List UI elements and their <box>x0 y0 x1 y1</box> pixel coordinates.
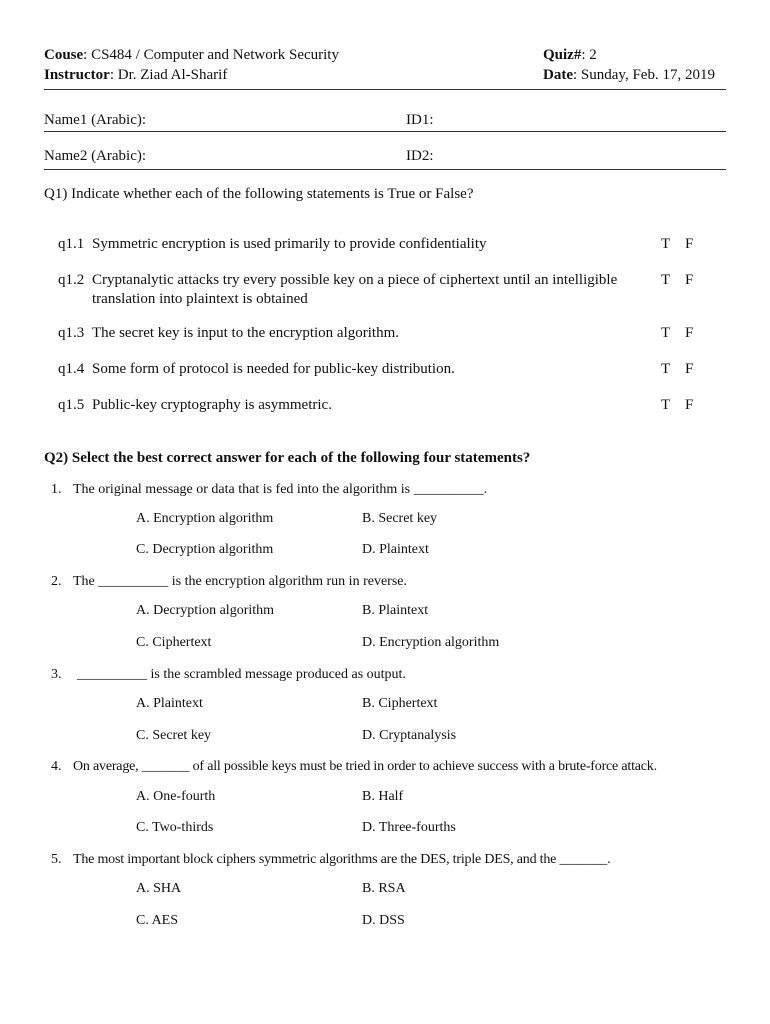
instructor-label: Instructor <box>44 67 110 83</box>
name2-line <box>44 169 726 170</box>
q1-item-text: Some form of protocol is needed for public-key distribution. <box>92 361 455 377</box>
name1-label: Name1 (Arabic): <box>44 112 147 128</box>
q2-question-text: The most important block ciphers symmetric algorithms are the DES, triple DES, and the _______. <box>73 852 611 867</box>
course-line <box>44 47 339 64</box>
true-option[interactable]: T <box>661 397 671 413</box>
q1-item-number: q1.4 <box>58 361 85 377</box>
instructor-line <box>44 67 227 84</box>
option-b[interactable]: B. Half <box>362 789 404 804</box>
option-d[interactable]: D. Plaintext <box>362 542 429 557</box>
option-c[interactable]: C. Two-thirds <box>136 820 214 835</box>
q2-question-text: The original message or data that is fed into the algorithm is __________. <box>73 482 488 497</box>
option-d[interactable]: D. Cryptanalysis <box>362 728 457 743</box>
id1-label: ID1: <box>406 112 434 128</box>
id2-label: ID2: <box>406 148 434 164</box>
option-d[interactable]: D. DSS <box>362 913 405 928</box>
header-divider <box>44 89 726 90</box>
q1-item-text: Symmetric encryption is used primarily to provide confidentiality <box>92 236 487 252</box>
q2-question-number: 2. <box>51 574 62 589</box>
q2-question-number: 1. <box>51 482 62 497</box>
name2-label: Name2 (Arabic): <box>44 148 147 164</box>
name1-line <box>44 131 726 132</box>
false-option[interactable]: F <box>685 272 694 288</box>
option-b[interactable]: B. Secret key <box>362 511 438 526</box>
option-b[interactable]: B. RSA <box>362 881 406 896</box>
q1-item-number: q1.2 <box>58 272 85 288</box>
true-option[interactable]: T <box>661 361 671 377</box>
q1-item-number: q1.5 <box>58 397 85 413</box>
false-option[interactable]: F <box>685 397 694 413</box>
quiz-line <box>543 47 597 64</box>
q2-question-number: 3. <box>51 667 62 682</box>
option-c[interactable]: C. Secret key <box>136 728 212 743</box>
course-label: Couse <box>44 47 84 63</box>
option-c[interactable]: C. Ciphertext <box>136 635 212 650</box>
q2-question-text: The __________ is the encryption algorithm run in reverse. <box>73 574 407 589</box>
option-a[interactable]: A. Decryption algorithm <box>136 603 275 618</box>
true-option[interactable]: T <box>661 272 671 288</box>
date-value: : Sunday, Feb. 17, 2019 <box>573 67 715 83</box>
date-line <box>543 67 715 84</box>
q1-item-text: The secret key is input to the encryption algorithm. <box>92 325 400 341</box>
false-option[interactable]: F <box>685 325 694 341</box>
true-option[interactable]: T <box>661 236 671 252</box>
quiz-label: Quiz# <box>543 47 582 63</box>
q2-question-text: __________ is the scrambled message produced as output. <box>77 667 406 682</box>
false-option[interactable]: F <box>685 236 694 252</box>
option-c[interactable]: C. Decryption algorithm <box>136 542 274 557</box>
option-a[interactable]: A. Plaintext <box>136 696 203 711</box>
quiz-value: : 2 <box>581 47 597 63</box>
q1-item-text: Cryptanalytic attacks try every possible key on a piece of ciphertext until an intelligible <box>92 272 618 288</box>
q2-question-number: 5. <box>51 852 62 867</box>
course-value: : CS484 / Computer and Network Security <box>83 47 339 63</box>
option-b[interactable]: B. Ciphertext <box>362 696 438 711</box>
option-b[interactable]: B. Plaintext <box>362 603 429 618</box>
q1-item-text-continued: translation into plaintext is obtained <box>92 291 308 307</box>
option-d[interactable]: D. Three-fourths <box>362 820 456 835</box>
q2-question-text: On average, _______ of all possible keys must be tried in order to achieve success with a brute-force attack. <box>73 759 657 774</box>
q1-title: Q1) Indicate whether each of the following statements is True or False? <box>44 186 474 202</box>
instructor-value: : Dr. Ziad Al-Sharif <box>109 67 228 83</box>
option-a[interactable]: A. Encryption algorithm <box>136 511 274 526</box>
option-c[interactable]: C. AES <box>136 913 179 928</box>
q1-item-number: q1.3 <box>58 325 85 341</box>
q2-title: Q2) Select the best correct answer for each of the following four statements? <box>44 450 531 466</box>
q2-question-number: 4. <box>51 759 62 774</box>
option-a[interactable]: A. SHA <box>136 881 182 896</box>
q1-item-text: Public-key cryptography is asymmetric. <box>92 397 332 413</box>
true-option[interactable]: T <box>661 325 671 341</box>
false-option[interactable]: F <box>685 361 694 377</box>
option-a[interactable]: A. One-fourth <box>136 789 216 804</box>
q1-item-number: q1.1 <box>58 236 85 252</box>
date-label: Date <box>543 67 573 83</box>
option-d[interactable]: D. Encryption algorithm <box>362 635 500 650</box>
